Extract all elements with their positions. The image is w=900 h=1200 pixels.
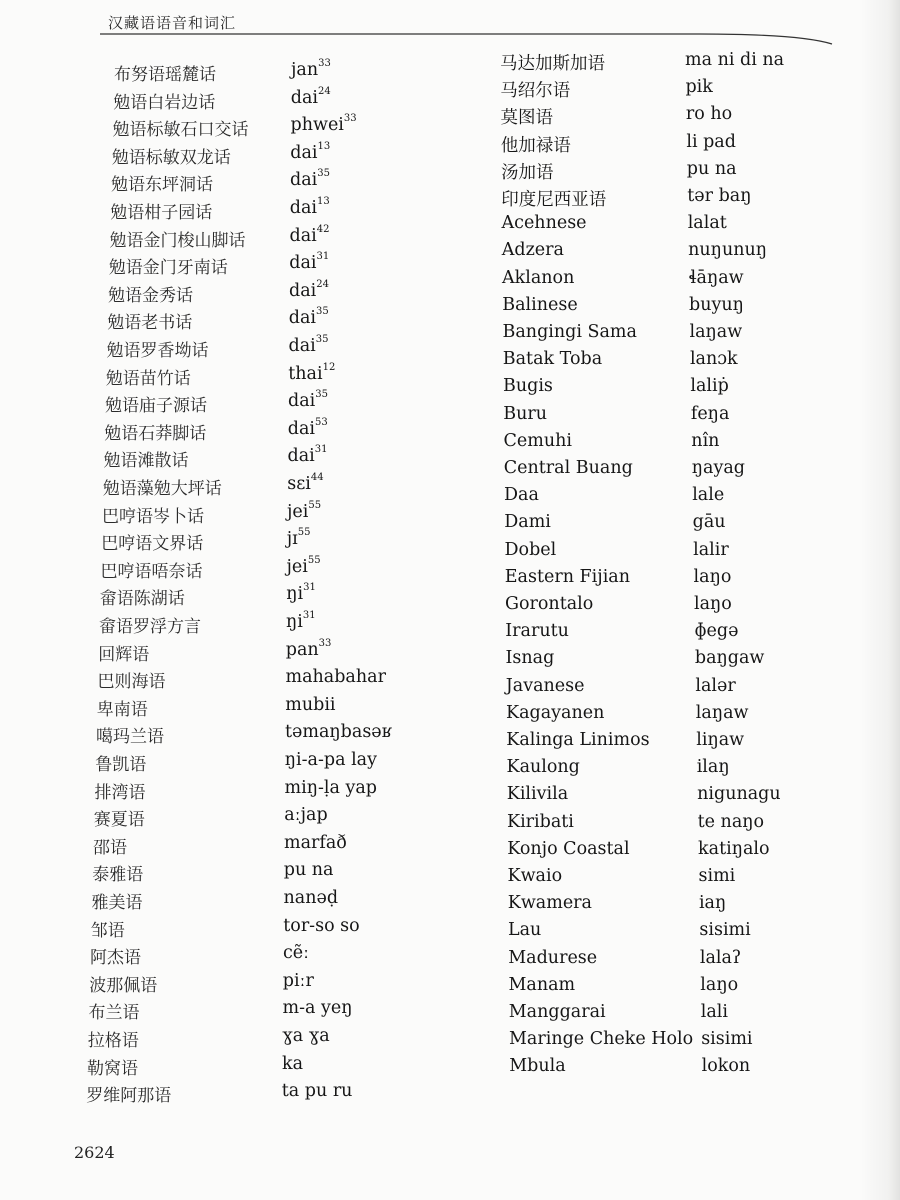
word-form xyxy=(691,431,719,451)
word-form xyxy=(694,594,732,614)
language-name: 畲语陈湖话 xyxy=(99,589,185,610)
word-text: jan xyxy=(291,60,319,80)
language-name: 阿杰语 xyxy=(90,948,141,969)
word-form xyxy=(693,540,729,560)
word-text: te naŋo xyxy=(697,811,765,832)
language-name: Kwamera xyxy=(507,893,592,914)
word-text: phwei xyxy=(290,115,344,136)
language-name: Manggarai xyxy=(508,1002,606,1022)
word-form xyxy=(291,60,331,80)
language-name: Daa xyxy=(504,485,539,506)
word-text: ma ni di na xyxy=(685,50,785,70)
word-text: dai xyxy=(287,418,315,439)
word-form xyxy=(694,621,738,641)
word-form xyxy=(688,240,767,260)
word-text: pik xyxy=(685,77,713,98)
word-form xyxy=(288,446,328,466)
word-text: dai xyxy=(289,253,317,274)
tone-number: 35 xyxy=(315,389,328,401)
word-text: nanəḍ xyxy=(283,888,339,908)
word-form xyxy=(282,1054,303,1074)
word-text: m-a yeŋ xyxy=(282,998,353,1019)
word-text: ɬāŋaw xyxy=(688,267,744,288)
word-form xyxy=(697,784,781,804)
tone-number: 24 xyxy=(317,85,331,97)
word-text: dai xyxy=(289,198,317,218)
tone-number: 35 xyxy=(315,306,329,318)
language-name: 罗维阿那语 xyxy=(86,1086,172,1107)
language-name: Madurese xyxy=(508,947,598,968)
word-text: laŋo xyxy=(694,594,732,614)
language-name: 勒窝语 xyxy=(87,1058,138,1079)
word-form xyxy=(283,916,359,936)
word-text: feŋa xyxy=(690,403,730,424)
word-text: ka xyxy=(282,1053,304,1074)
language-name: 巴哼语文界话 xyxy=(101,534,204,555)
language-name: Kalinga Linimos xyxy=(506,730,650,750)
word-text: laŋaw xyxy=(695,702,749,723)
word-text: pan xyxy=(285,639,319,660)
word-text: təmaŋbasəʁ xyxy=(285,722,392,743)
language-name: 马达加斯加语 xyxy=(500,54,605,74)
word-form xyxy=(685,77,712,97)
word-text: dai xyxy=(288,391,316,412)
language-name: 勉语老书话 xyxy=(107,313,193,334)
language-name: Kilivila xyxy=(506,784,569,805)
word-text: tər baŋ xyxy=(687,186,752,206)
word-form xyxy=(287,529,311,549)
language-name: Isnag xyxy=(505,648,555,669)
word-text: ɸegə xyxy=(694,621,739,642)
word-form xyxy=(285,778,378,798)
word-form xyxy=(284,833,347,853)
tone-number: 55 xyxy=(308,499,322,511)
word-text: lalər xyxy=(695,675,736,696)
language-name: Manam xyxy=(508,974,576,995)
language-name: 邹语 xyxy=(90,920,125,941)
tone-number: 53 xyxy=(314,416,328,428)
word-form xyxy=(285,695,335,715)
language-name: Lau xyxy=(508,920,542,941)
language-name: Bugis xyxy=(503,376,553,397)
word-text: sɛi xyxy=(287,474,311,494)
language-name: 噶玛兰语 xyxy=(96,727,164,748)
language-name: 勉语石莽脚话 xyxy=(104,423,207,444)
language-name: 回辉语 xyxy=(98,644,150,665)
word-text: dai xyxy=(288,308,316,329)
language-name: 勉语金门梭山脚话 xyxy=(109,230,246,251)
word-text: sisimi xyxy=(701,1029,753,1050)
language-name: Dami xyxy=(504,512,551,533)
tone-number: 42 xyxy=(316,223,330,235)
running-head: 汉藏语语音和词汇 xyxy=(108,14,237,32)
word-form xyxy=(288,391,328,411)
word-text: nuŋunuŋ xyxy=(688,240,768,261)
language-name: Central Buang xyxy=(503,458,633,478)
language-name: 邵语 xyxy=(93,837,127,858)
word-text: laŋaw xyxy=(689,322,743,342)
word-text: ŋayag xyxy=(691,458,745,478)
language-name: Eastern Fijian xyxy=(504,566,630,587)
language-name: 巴则海语 xyxy=(97,672,166,693)
tone-number: 33 xyxy=(318,637,332,649)
word-form xyxy=(690,322,743,342)
word-text: sisimi xyxy=(699,920,751,941)
word-form xyxy=(286,667,386,687)
word-form xyxy=(291,115,357,135)
language-name: 拉格语 xyxy=(87,1031,139,1051)
word-form xyxy=(288,361,336,384)
word-form xyxy=(284,888,339,908)
language-name: 泰雅语 xyxy=(92,865,144,886)
language-name: Balinese xyxy=(502,294,578,315)
word-form xyxy=(285,750,377,770)
tone-number: 31 xyxy=(302,610,316,621)
word-text: jei xyxy=(286,556,308,577)
word-form xyxy=(699,866,736,886)
word-form xyxy=(695,648,765,668)
word-form xyxy=(696,730,744,750)
word-form xyxy=(700,975,738,995)
tone-number: 55 xyxy=(307,554,321,566)
word-form xyxy=(698,839,770,859)
word-form xyxy=(285,722,392,742)
word-form xyxy=(283,943,309,963)
word-text: ilaŋ xyxy=(696,757,730,778)
word-form xyxy=(686,104,732,124)
word-form xyxy=(701,1029,752,1049)
word-text: pu na xyxy=(686,158,737,179)
word-form xyxy=(692,458,745,478)
language-name: 雅美语 xyxy=(91,893,143,913)
tone-number: 31 xyxy=(316,251,330,263)
language-name: 波那佩语 xyxy=(89,975,158,996)
word-text: lalaʔ xyxy=(699,947,742,968)
word-text: mubii xyxy=(285,694,336,715)
language-name: 巴哼语唔奈话 xyxy=(100,561,203,582)
word-text: aːjap xyxy=(284,805,328,826)
word-form xyxy=(687,186,751,206)
language-name: Batak Toba xyxy=(502,349,603,370)
language-name: Gorontalo xyxy=(505,594,594,614)
word-form xyxy=(287,416,328,439)
word-form xyxy=(693,512,726,532)
language-name: Kwaio xyxy=(507,866,563,886)
word-text: tor-so so xyxy=(283,915,360,936)
language-name: 勉语苗竹话 xyxy=(105,368,191,389)
language-name: Adzera xyxy=(501,240,564,261)
word-text: jei xyxy=(287,501,309,522)
word-form xyxy=(697,757,730,777)
word-form xyxy=(287,474,323,494)
word-text: li pad xyxy=(686,131,736,152)
word-text: nîn xyxy=(691,430,720,451)
word-text: nigunagu xyxy=(697,784,781,805)
word-text: cẽː xyxy=(283,943,310,964)
word-form xyxy=(694,567,732,587)
tone-number: 35 xyxy=(315,334,329,345)
word-text: dai xyxy=(290,170,318,191)
language-name: 畲语罗浮方言 xyxy=(99,617,201,637)
word-form xyxy=(289,253,329,273)
word-text: dai xyxy=(287,446,315,467)
word-form xyxy=(289,336,329,356)
tone-number: 31 xyxy=(314,444,328,456)
language-name: 勉语藻勉大坪话 xyxy=(102,479,222,499)
language-name: 赛夏语 xyxy=(93,810,145,831)
language-name: 莫图语 xyxy=(500,108,553,129)
language-name: Buru xyxy=(503,403,548,424)
language-name: Konjo Coastal xyxy=(507,838,630,859)
word-text: laŋo xyxy=(693,566,732,587)
language-name: Javanese xyxy=(505,675,585,696)
word-form xyxy=(689,268,744,288)
word-form xyxy=(282,1081,353,1101)
word-text: miŋ-ḷa yap xyxy=(284,777,377,798)
language-name: 印度尼西亚语 xyxy=(501,190,607,210)
word-text: mahabahar xyxy=(285,667,386,688)
word-form xyxy=(286,612,316,632)
language-name: Bangingi Sama xyxy=(502,322,637,342)
word-form xyxy=(289,278,329,301)
word-form xyxy=(690,349,738,369)
word-form xyxy=(284,805,327,825)
language-name: Aklanon xyxy=(502,267,575,288)
tone-number: 55 xyxy=(297,527,311,539)
word-text: laliṗ xyxy=(690,376,729,397)
word-text: piːr xyxy=(282,970,314,991)
language-name: Maringe Cheke Holo xyxy=(509,1029,694,1050)
word-text: laŋo xyxy=(700,974,739,995)
word-form xyxy=(289,308,329,328)
word-form xyxy=(290,170,330,190)
word-form xyxy=(689,295,744,315)
word-text: jɪ xyxy=(286,529,298,550)
language-name: Acehnese xyxy=(501,213,587,234)
tone-number: 12 xyxy=(322,361,336,373)
word-text: lokon xyxy=(701,1056,751,1077)
word-form xyxy=(685,50,784,70)
tone-number: 24 xyxy=(316,278,329,290)
word-text: lanɔk xyxy=(689,349,738,370)
word-text: ŋi xyxy=(286,584,304,605)
word-text: ŋi-a-pa lay xyxy=(284,750,377,770)
word-form xyxy=(702,1056,751,1076)
word-text: ro ho xyxy=(685,104,733,125)
tone-number: 13 xyxy=(317,140,331,152)
word-form xyxy=(688,213,727,233)
language-name: 勉语金秀话 xyxy=(108,285,193,306)
word-form xyxy=(283,971,314,991)
word-text: lali xyxy=(700,1002,728,1022)
word-text: simi xyxy=(698,866,736,886)
language-name: 勉语柑子园话 xyxy=(110,203,213,223)
word-form xyxy=(686,132,736,152)
language-name: 马绍尔语 xyxy=(500,81,571,102)
word-form xyxy=(696,703,749,723)
language-name: 勉语东坪洞话 xyxy=(111,175,213,196)
word-form xyxy=(695,676,735,696)
language-name: 勉语标敏石口交话 xyxy=(112,120,249,141)
language-name: 卑南语 xyxy=(96,699,148,720)
word-text: buyuŋ xyxy=(689,294,744,315)
word-form xyxy=(691,404,730,424)
language-name: Cemuhi xyxy=(503,430,572,451)
word-form xyxy=(283,998,353,1018)
word-form xyxy=(287,499,322,522)
word-text: lalat xyxy=(687,213,727,234)
tone-number: 13 xyxy=(316,196,330,207)
word-text: thai xyxy=(288,363,323,384)
word-text: lalir xyxy=(693,539,729,560)
word-text: ŋi xyxy=(286,612,303,632)
word-form xyxy=(290,85,331,108)
word-form xyxy=(700,948,741,968)
word-text: marfað xyxy=(284,832,347,853)
word-form xyxy=(286,584,316,604)
tone-number: 33 xyxy=(343,113,357,125)
language-name: Mbula xyxy=(509,1056,566,1077)
word-text: ta pu ru xyxy=(281,1081,353,1102)
word-text: dai xyxy=(288,336,316,356)
tone-number: 44 xyxy=(310,472,324,483)
language-name: Kaulong xyxy=(506,757,580,778)
language-name: 勉语庙子源话 xyxy=(105,396,207,417)
word-form xyxy=(290,140,331,163)
word-text: baŋgaw xyxy=(694,648,765,669)
word-form xyxy=(284,860,334,880)
word-text: lale xyxy=(692,485,725,506)
language-name: 排湾语 xyxy=(94,782,146,803)
language-name: Kiribati xyxy=(507,811,574,832)
word-text: katiŋalo xyxy=(698,838,770,859)
word-form xyxy=(289,223,330,246)
word-text: ɣa ɣa xyxy=(282,1026,330,1046)
word-form xyxy=(690,376,728,396)
language-name: 勉语金门牙南话 xyxy=(108,258,228,279)
word-text: dai xyxy=(290,142,318,163)
page-number: 2624 xyxy=(74,1143,115,1162)
language-name: 鲁凯语 xyxy=(95,755,147,775)
language-name: 勉语白岩边话 xyxy=(113,92,216,113)
language-name: Kagayanen xyxy=(506,702,605,723)
word-text: liŋaw xyxy=(696,730,745,750)
word-form xyxy=(698,812,764,832)
language-name: 勉语滩散话 xyxy=(103,451,189,472)
word-text: dai xyxy=(289,280,317,301)
language-name: Irarutu xyxy=(505,621,569,642)
tone-number: 35 xyxy=(317,168,330,180)
word-form xyxy=(701,1002,728,1022)
word-text: gāu xyxy=(692,512,726,533)
word-form xyxy=(687,159,737,179)
page-gutter-shadow xyxy=(860,0,900,1200)
word-text: dai xyxy=(290,87,318,108)
language-name: 布兰语 xyxy=(88,1003,140,1024)
language-name: 勉语标敏双龙话 xyxy=(111,147,231,168)
word-form xyxy=(290,198,330,218)
language-name: 巴哼语岑卜话 xyxy=(102,506,204,527)
word-text: pu na xyxy=(283,860,334,881)
language-name: 布努语瑶麓话 xyxy=(114,65,216,85)
language-name: 汤加语 xyxy=(501,162,554,183)
word-form xyxy=(282,1026,329,1046)
word-form xyxy=(285,637,332,660)
tone-number: 31 xyxy=(303,582,316,594)
word-form xyxy=(286,554,321,577)
word-form xyxy=(699,920,750,940)
word-form xyxy=(692,485,724,505)
word-form xyxy=(699,893,726,913)
language-name: 勉语罗香坳话 xyxy=(106,341,209,361)
word-text: iaŋ xyxy=(698,893,727,914)
tone-number: 33 xyxy=(318,58,331,69)
language-name: Dobel xyxy=(504,539,557,560)
language-name: 他加禄语 xyxy=(500,135,571,156)
word-text: dai xyxy=(289,225,317,246)
